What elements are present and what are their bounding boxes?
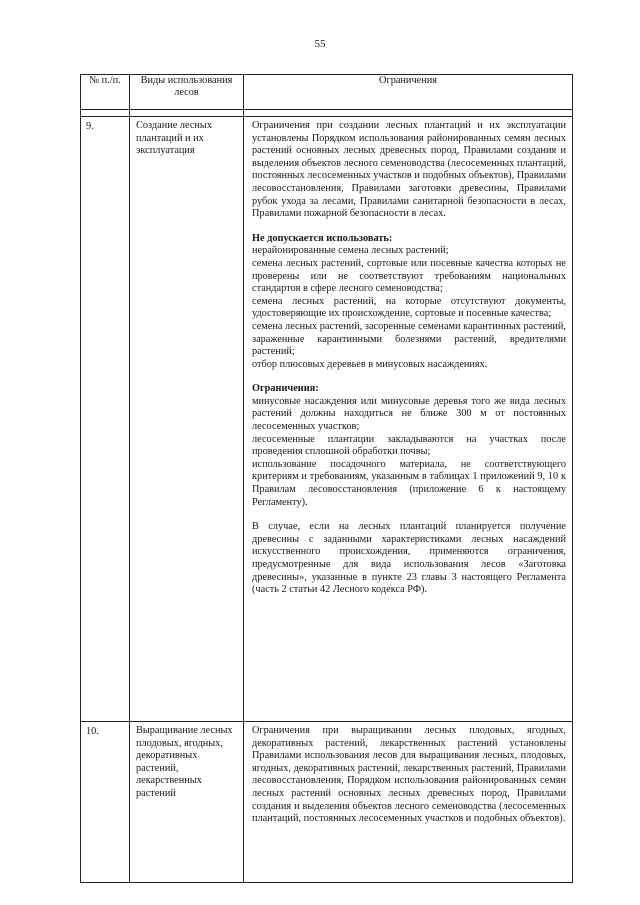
restriction-item: лесосеменные плантации закладываются на участках после проведения сплошной обработки почвы;: [252, 433, 566, 458]
header-num: № п./п.: [81, 75, 130, 110]
row-number: 10.: [81, 722, 130, 883]
restrictions-heading: Ограничения:: [252, 383, 319, 395]
page-number: 55: [314, 38, 326, 50]
prohibited-item: семена лесных растений, засоренные семенами карантинных растений, зараженные карантинными болезнями растений, вредителями растений;: [252, 320, 566, 358]
table-row: [81, 722, 573, 883]
prohibited-heading: Не допускается использовать:: [252, 232, 393, 244]
table-row: [81, 117, 573, 722]
spacer-row: [81, 110, 573, 117]
restrictions-table: [80, 74, 573, 883]
restriction-item: минусовые насаждения или минусовые деревья того же вида лесных растений должны находиться не ближе 300 м от постоянных лесосеменных участков;: [252, 395, 566, 433]
prohibited-item: семена лесных растений, сортовые или посевные качества которых не проверены или не соответствуют требованиям национальных стандартов в сфере лесного семеноводства;: [252, 257, 566, 295]
use-type: Создание лесных плантаций и их эксплуатация: [130, 117, 244, 722]
header-restrictions: Ограничения: [244, 75, 573, 110]
restriction-item: использование посадочного материала, не соответствующего критериям и требованиям, указанным в таблицах 1 приложений 9, 10 к Правилам лесовосстановления (приложение 6 к настоящему Регламенту).: [252, 458, 566, 508]
use-type: Выращивание лесных плодовых, ягодных, декоративных растений, лекарственных растений: [130, 722, 244, 883]
restrictions-cell: [244, 117, 573, 722]
table-header-row: [81, 75, 573, 110]
row-number: 9.: [81, 117, 130, 722]
restrictions-intro: Ограничения при создании лесных плантаций и их эксплуатации установлены Порядком использования районированных семян лесных растений основных лесных древесных пород, Правилами создания и выделения объектов лесного семеноводства (лесосеменных плантаций, постоянных лесосеменных участков и подобных объектов), Правилами лесовосстановления, Правилами заготовки древесины, Правилами рубок ухода за лесами, Правилами санитарной безопасности в лесах, Правилами пожарной безопасности в лесах.: [252, 120, 566, 220]
restrictions-cell: [244, 722, 573, 883]
prohibited-item: нерайонированные семена лесных растений;: [252, 245, 449, 257]
restrictions-final: В случае, если на лесных плантаций планируется получение древесины с заданными характеристиками лесных насаждений искусственного происхождения, применяются ограничения, предусмотренные для вида использования лесов «Заготовка древесины», указанные в пункте 23 главы 3 настоящего Регламента (часть 2 статьи 42 Лесного кодекса РФ).: [252, 521, 566, 596]
restrictions-text: Ограничения при выращивании лесных плодовых, ягодных, декоративных растений, лекарственных растений установлены Правилами использования лесов для выращивания лесных, плодовых, ягодных, декоративных растений, лекарственных растений, Правилами лесовосстановления, Порядком использования районированных семян лесных растений основных лесных древесных пород, Правилами создания и выделения объектов лесного семеноводства (лесосеменных плантаций, постоянных лесосеменных участков и подобных объектов).: [252, 725, 566, 825]
header-use: Виды использования лесов: [130, 75, 244, 110]
prohibited-item: семена лесных растений, на которые отсутствуют документы, удостоверяющие их происхождение, сортовые и посевные качества;: [252, 295, 566, 320]
prohibited-item: отбор плюсовых деревьев в минусовых насаждениях.: [252, 358, 488, 370]
